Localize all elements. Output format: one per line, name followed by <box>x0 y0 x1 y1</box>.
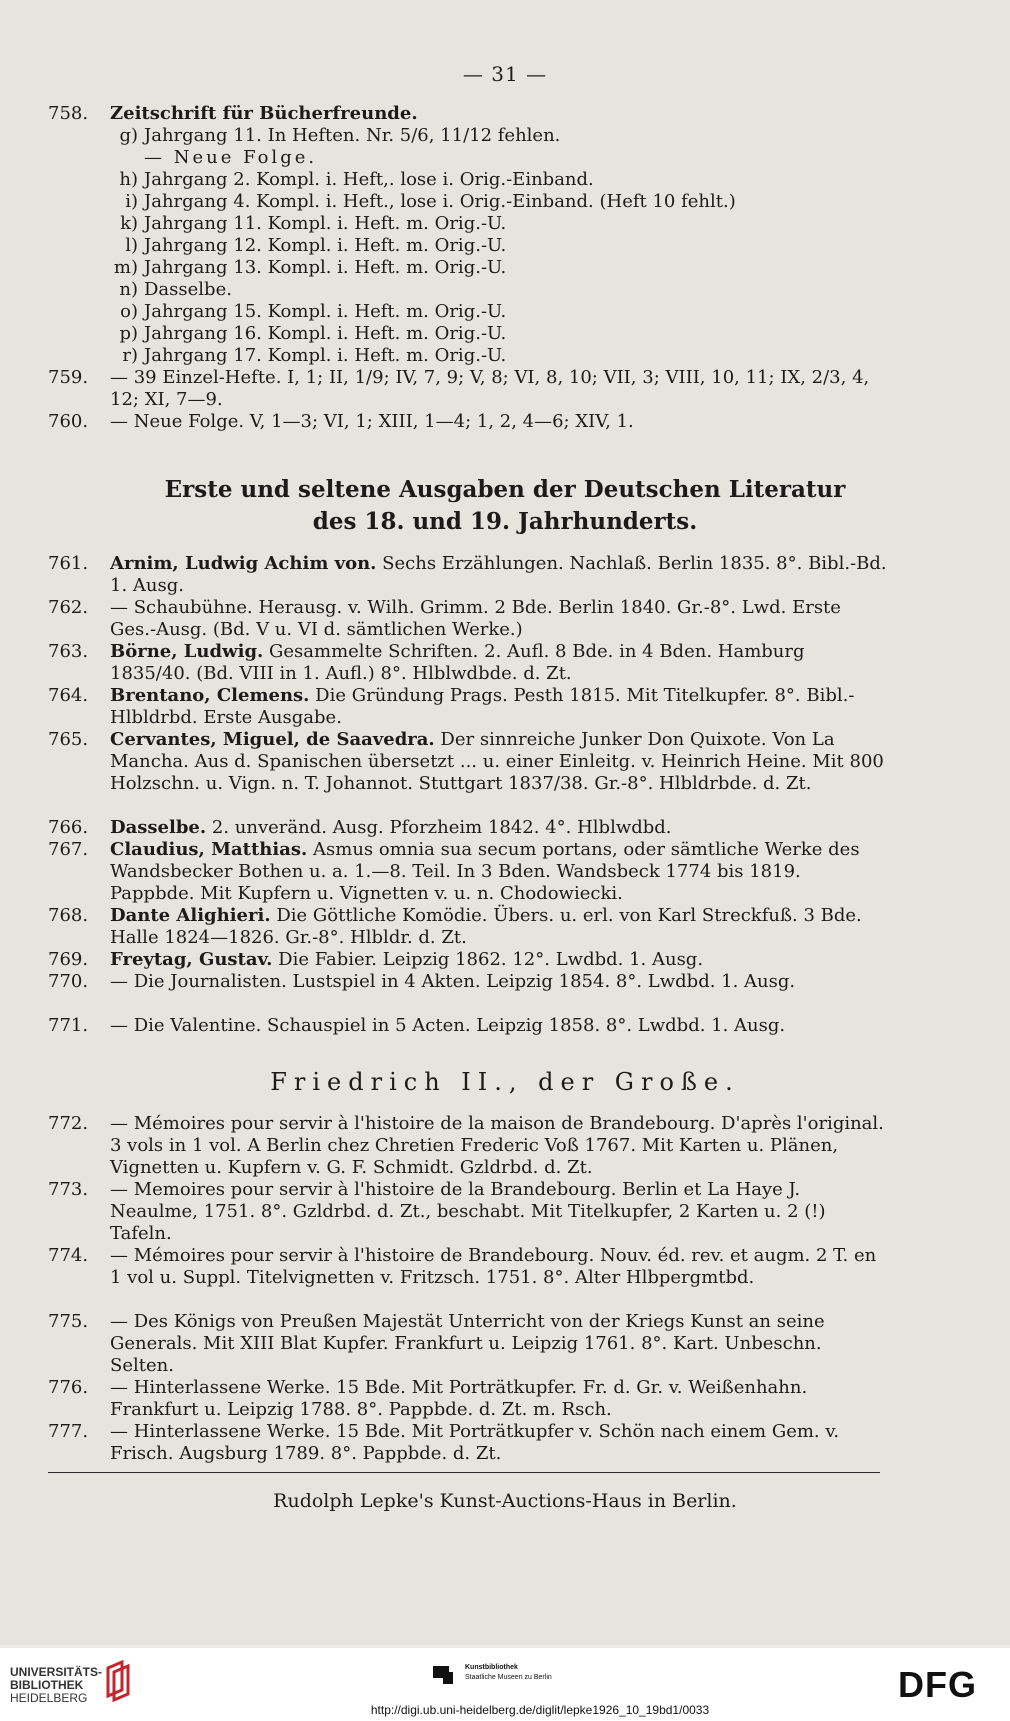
entry-number: 767. <box>48 839 89 860</box>
entry-number: 765. <box>48 729 89 750</box>
section-heading-line2: des 18. und 19. Jahrhunderts. <box>312 508 698 535</box>
entry-number: 772. <box>48 1113 89 1134</box>
entry-number: 777. <box>48 1421 89 1442</box>
entry-text: Die Göttliche Komödie. Übers. u. erl. von Karl Streckfuß. 3 Bde. Halle 1824—1826. Gr.-8°. Hlbldr. d. Zt. <box>110 905 862 948</box>
subitem: r) Jahrgang 17. Kompl. i. Heft. m. Orig.-U. <box>122 345 507 366</box>
dfg-logo[interactable]: DFG <box>898 1664 977 1705</box>
entry-number: 760. <box>48 411 89 432</box>
subitem: l) Jahrgang 12. Kompl. i. Heft. m. Orig.-U. <box>125 235 507 256</box>
entry-number: 768. <box>48 905 89 926</box>
entry-text: 2. unveränd. Ausg. Pforzheim 1842. 4°. Hlblwdbd. <box>206 817 672 838</box>
entry-text: — Schaubühne. Herausg. v. Wilh. Grimm. 2 Bde. Berlin 1840. Gr.-8°. Lwd. Erste Ges.-Ausg. (Bd. V u. VI d. sämtlichen Werke.) <box>110 597 841 640</box>
entry-text: Die Gründung Prags. Pesth 1815. Mit Titelkupfer. 8°. Bibl.-Hlbldrbd. Erste Ausgabe. <box>110 685 855 728</box>
entry-762 <box>48 597 888 641</box>
entry-758 <box>48 103 888 125</box>
section-heading: Friedrich II., der Große. <box>270 1068 740 1096</box>
entry-number: 759. <box>48 367 89 388</box>
entry-title: Arnim, Ludwig Achim von. <box>110 553 377 574</box>
page-url[interactable]: http://digi.ub.uni-heidelberg.de/diglit/lepke1926_10_19bd1/0033 <box>370 1703 710 1717</box>
entry-768 <box>48 905 888 949</box>
ub-heidelberg-logo-text[interactable]: UNIVERSITÄTS- BIBLIOTHEK HEIDELBERG <box>10 1665 103 1705</box>
entry-number: 771. <box>48 1015 89 1036</box>
kunstbibliothek-logo-text[interactable]: Kunstbibliothek Staatliche Museen zu Berlin <box>465 1664 552 1681</box>
entry-text: Asmus omnia sua secum portans, oder sämtliche Werke des Wandsbecker Bothen u. a. 1.—8. Teil. In 3 Bden. Wandsbeck 1774 bis 1819. Pappbde. Mit Kupfern u. Vignetten v. u. n. Chodowiecki. <box>110 839 860 904</box>
entry-title: Zeitschrift für Bücherfreunde. <box>110 103 418 124</box>
subitem: p) Jahrgang 16. Kompl. i. Heft. m. Orig.-U. <box>119 323 507 344</box>
subitem: n) Dasselbe. <box>119 279 232 300</box>
entry-title: Cervantes, Miguel, de Saavedra. <box>110 729 435 750</box>
entry-number: 763. <box>48 641 89 662</box>
entry-text: Der sinnreiche Junker Don Quixote. Von La Mancha. Aus d. Spanischen übersetzt ... u. einer Einleitg. v. Heinrich Heine. Mit 800 Holzschn. u. Vign. n. T. Johannot. Stuttgart 1837/38. Gr.-8°. Hlbldrbde. d. Zt. <box>110 729 884 794</box>
publisher-line: Rudolph Lepke's Kunst-Auctions-Haus in Berlin. <box>273 1490 737 1512</box>
entry-773 <box>48 1179 888 1245</box>
entry-769 <box>48 949 888 971</box>
entry-764 <box>48 685 888 729</box>
entry-772 <box>48 1113 888 1179</box>
entry-760 <box>48 411 888 433</box>
entry-text: — Mémoires pour servir à l'histoire de la maison de Brandebourg. D'après l'original. 3 vols in 1 vol. A Berlin chez Chretien Frederic Voß 1767. Mit Karten u. Plänen, Vignetten u. Kupfern v. G. F. Schmidt. Gzldrbd. d. Zt. <box>110 1113 884 1178</box>
entry-number: 769. <box>48 949 89 970</box>
entry-number: 758. <box>48 103 89 124</box>
subitem: o) Jahrgang 15. Kompl. i. Heft. m. Orig.-U. <box>120 301 507 322</box>
section-heading-line1: Erste und seltene Ausgaben der Deutschen Literatur <box>164 476 846 503</box>
page-number: — 31 — <box>462 62 548 86</box>
entry-text: — Hinterlassene Werke. 15 Bde. Mit Porträtkupfer v. Schön nach einem Gem. v. Frisch. Augsburg 1789. 8°. Pappbde. d. Zt. <box>110 1421 840 1464</box>
subitem: m) Jahrgang 13. Kompl. i. Heft. m. Orig.-U. <box>113 257 507 278</box>
ub-heidelberg-icon <box>100 1656 140 1706</box>
subitem: — Neue Folge. <box>144 147 318 168</box>
entry-766 <box>48 817 888 839</box>
kunstbibliothek-icon <box>433 1662 457 1686</box>
entry-title: Dasselbe. <box>110 817 207 838</box>
entry-776 <box>48 1377 888 1421</box>
divider <box>48 1472 880 1473</box>
entry-text: — Hinterlassene Werke. 15 Bde. Mit Porträtkupfer. Fr. d. Gr. v. Weißenhahn. Frankfurt u. Leipzig 1788. 8°. Pappbde. d. Zt. m. Rsch. <box>110 1377 808 1420</box>
entry-title: Freytag, Gustav. <box>110 949 273 970</box>
entry-number: 770. <box>48 971 89 992</box>
entry-text: — Des Königs von Preußen Majestät Unterricht von der Kriegs Kunst an seine Generals. Mit XIII Blat Kupfer. Frankfurt u. Leipzig 1761. 8°. Kart. Unbeschn. Selten. <box>110 1311 825 1376</box>
entry-title: Börne, Ludwig. <box>110 641 264 662</box>
entry-771 <box>48 1015 888 1037</box>
entry-759 <box>48 367 888 411</box>
entry-774 <box>48 1245 888 1289</box>
entry-text: — Die Valentine. Schauspiel in 5 Acten. Leipzig 1858. 8°. Lwdbd. 1. Ausg. <box>110 1015 786 1036</box>
entry-770 <box>48 971 888 993</box>
entry-title: Brentano, Clemens. <box>110 685 310 706</box>
entry-number: 761. <box>48 553 89 574</box>
entry-text: — Memoires pour servir à l'histoire de la Brandebourg. Berlin et La Haye J. Neaulme, 1751. 8°. Gzldrbd. d. Zt., beschabt. Mit Titelkupfer, 2 Karten u. 2 (!) Tafeln. <box>110 1179 826 1244</box>
entry-text: — Neue Folge. V, 1—3; VI, 1; XIII, 1—4; 1, 2, 4—6; XIV, 1. <box>110 411 634 432</box>
entry-text: — 39 Einzel-Hefte. I, 1; II, 1/9; IV, 7, 9; V, 8; VI, 8, 10; VII, 3; VIII, 10, 11; IX, 2/3, 4, 12; XI, 7—9. <box>110 367 870 410</box>
entry-775 <box>48 1311 888 1377</box>
entry-761 <box>48 553 888 597</box>
entry-title: Claudius, Matthias. <box>110 839 308 860</box>
entry-number: 776. <box>48 1377 89 1398</box>
subitem: h) Jahrgang 2. Kompl. i. Heft,. lose i. Orig.-Einband. <box>119 169 594 190</box>
entry-number: 762. <box>48 597 89 618</box>
entry-number: 764. <box>48 685 89 706</box>
entry-767 <box>48 839 888 905</box>
entry-number: 766. <box>48 817 89 838</box>
entry-text: — Die Journalisten. Lustspiel in 4 Akten. Leipzig 1854. 8°. Lwdbd. 1. Ausg. <box>110 971 796 992</box>
entry-number: 773. <box>48 1179 89 1200</box>
entry-text: Gesammelte Schriften. 2. Aufl. 8 Bde. in 4 Bden. Hamburg 1835/40. (Bd. VIII in 1. Aufl.) 8°. Hlblwdbde. d. Zt. <box>110 641 805 684</box>
subitem: k) Jahrgang 11. Kompl. i. Heft. m. Orig.-U. <box>120 213 507 234</box>
entry-763 <box>48 641 888 685</box>
entry-number: 774. <box>48 1245 89 1266</box>
entry-765 <box>48 729 888 795</box>
entry-number: 775. <box>48 1311 89 1332</box>
entry-text: Sechs Erzählungen. Nachlaß. Berlin 1835. 8°. Bibl.-Bd. 1. Ausg. <box>110 553 887 596</box>
entry-777 <box>48 1421 888 1465</box>
entry-text: — Mémoires pour servir à l'histoire de Brandebourg. Nouv. éd. rev. et augm. 2 T. en 1 vol u. Suppl. Titelvignetten v. Fritzsch. 1751. 8°. Alter Hlbpergmtbd. <box>110 1245 877 1288</box>
entry-text: Die Fabier. Leipzig 1862. 12°. Lwdbd. 1. Ausg. <box>272 949 704 970</box>
subitem: i) Jahrgang 4. Kompl. i. Heft., lose i. Orig.-Einband. (Heft 10 fehlt.) <box>125 191 736 212</box>
subitem: g) Jahrgang 11. In Heften. Nr. 5/6, 11/12 fehlen. <box>119 125 561 146</box>
entry-title: Dante Alighieri. <box>110 905 271 926</box>
